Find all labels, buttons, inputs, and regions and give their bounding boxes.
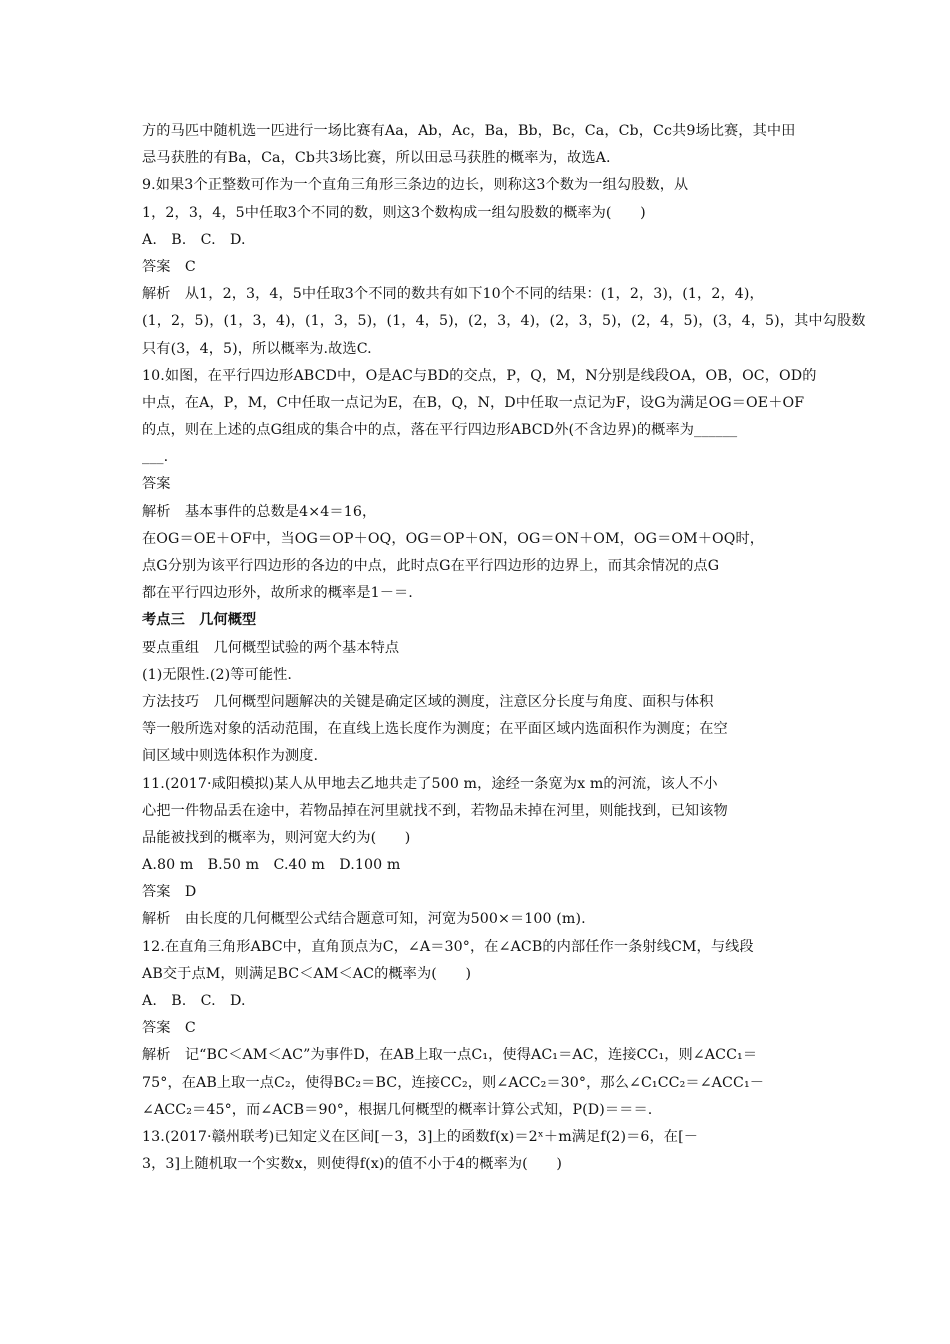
text-line: 的点，则在上述的点G组成的集合中的点，落在平行四边形ABCD外(不含边界)的概率为______	[142, 422, 738, 439]
text-line: 答案	[142, 476, 171, 493]
text-line: 12.在直角三角形ABC中，直角顶点为C，∠A＝30°，在∠ACB的内部任作一条射线CM，与线段	[142, 938, 754, 955]
text-line: A. B. C. D.	[142, 231, 246, 248]
text-line: 9.如果3个正整数可作为一个直角三角形三条边的边长，则称这3个数为一组勾股数，从	[142, 177, 689, 194]
text-line: ∠ACC₂＝45°，而∠ACB＝90°，根据几何概型的概率计算公式知，P(D)＝＝＝.	[142, 1101, 653, 1118]
document-page	[142, 118, 866, 1178]
text-line: 中点，在A，P，M，C中任取一点记为E，在B，Q，N，D中任取一点记为F，设G为满足OG＝OE＋OF	[142, 394, 805, 411]
text-line: 答案 C	[142, 258, 196, 275]
text-line: 3，3]上随机取一个实数x，则使得f(x)的值不小于4的概率为( )	[142, 1156, 563, 1173]
text-line: 方的马匹中随机选一匹进行一场比赛有Aa，Ab，Ac，Ba，Bb，Bc，Ca，Cb，Cc共9场比赛，其中田	[142, 123, 796, 139]
text-line: 方法技巧 几何概型问题解决的关键是确定区域的测度，注意区分长度与角度、面积与体积	[142, 693, 714, 710]
text-line: 点G分别为该平行四边形的各边的中点，此时点G在平行四边形的边界上，而其余情况的点G	[142, 558, 720, 574]
text-line: 在OG＝OE＋OF中，当OG＝OP＋OQ，OG＝OP＋ON，OG＝ON＋OM，OG＝OM＋OQ时，	[142, 530, 765, 547]
text-line: (1，2，5)，(1，3，4)，(1，3，5)，(1，4，5)，(2，3，4)，(2，3，5)，(2，4，5)，(3，4，5)，其中勾股数	[142, 313, 866, 330]
text-line: 11.(2017·咸阳模拟)某人从甲地去乙地共走了500 m，途经一条宽为x m的河流，该人不小	[142, 775, 718, 792]
text-line: 都在平行四边形外，故所求的概率是1－＝.	[142, 585, 413, 602]
section-heading: 考点三 几何概型	[142, 612, 257, 629]
text-line: 要点重组 几何概型试验的两个基本特点	[142, 639, 400, 656]
text-line: 解析 从1，2，3，4，5中任取3个不同的数共有如下10个不同的结果：(1，2，3)，(1，2，4)，	[142, 286, 764, 303]
text-line: 品能被找到的概率为，则河宽大约为( )	[142, 829, 411, 846]
text-line: 解析 由长度的几何概型公式结合题意可知，河宽为500×＝100 (m).	[142, 911, 586, 928]
text-line: 等一般所选对象的活动范围，在直线上选长度作为测度；在平面区域内选面积作为测度；在空	[142, 721, 728, 738]
text-line: 只有(3，4，5)，所以概率为.故选C.	[142, 340, 372, 357]
text-line: A.80 m B.50 m C.40 m D.100 m	[142, 857, 401, 874]
text-line: (1)无限性.(2)等可能性.	[142, 666, 293, 683]
text-line: 答案 C	[142, 1020, 196, 1037]
text-line: 13.(2017·赣州联考)已知定义在区间[－3，3]上的函数f(x)＝2ˣ＋m满足f(2)＝6，在[－	[142, 1128, 698, 1145]
text-line: A. B. C. D.	[142, 993, 246, 1009]
text-line: 1，2，3，4，5中任取3个不同的数，则这3个数构成一组勾股数的概率为( )	[142, 204, 646, 221]
text-line: 答案 D	[142, 884, 197, 901]
text-line: 10.如图，在平行四边形ABCD中，O是AC与BD的交点，P，Q，M，N分别是线段OA，OB，OC，OD的	[142, 367, 817, 384]
text-line: ___.	[142, 449, 169, 466]
text-line: AB交于点M，则满足BC＜AM＜AC的概率为( )	[142, 965, 472, 982]
text-line: 忌马获胜的有Ba，Ca，Cb共3场比赛，所以田忌马获胜的概率为，故选A.	[142, 150, 611, 167]
text-line: 心把一件物品丢在途中，若物品掉在河里就找不到，若物品未掉在河里，则能找到，已知该物	[142, 802, 728, 819]
text-line: 75°，在AB上取一点C₂，使得BC₂＝BC，连接CC₂，则∠ACC₂＝30°，那么∠C₁CC₂＝∠ACC₁－	[142, 1074, 765, 1091]
text-line: 间区域中则选体积作为测度.	[142, 748, 319, 765]
text-line: 解析 基本事件的总数是4×4＝16，	[142, 503, 377, 520]
text-line: 解析 记“BC＜AM＜AC”为事件D，在AB上取一点C₁，使得AC₁＝AC，连接CC₁，则∠ACC₁＝	[142, 1047, 758, 1064]
